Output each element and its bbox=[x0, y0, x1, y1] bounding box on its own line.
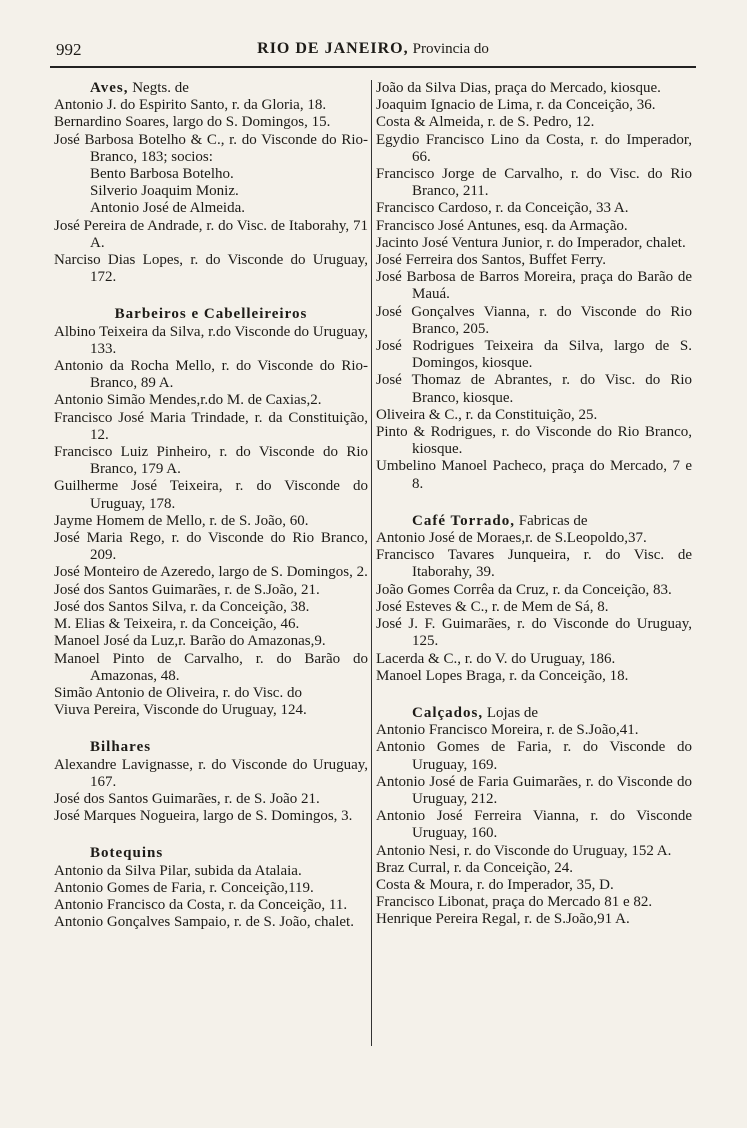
directory-entry: Costa & Almeida, r. de S. Pedro, 12. bbox=[376, 114, 595, 131]
directory-entry: Joaquim Ignacio de Lima, r. da Conceição, 36. bbox=[376, 97, 656, 114]
directory-entry: Antonio José de Moraes,r. de S.Leopoldo,37. bbox=[376, 530, 647, 547]
directory-entry: Antonio Gomes de Faria, r. Conceição,119. bbox=[54, 879, 314, 896]
directory-entry: José Maria Rego, r. do Visconde do Rio Branco, 209. bbox=[54, 530, 368, 564]
directory-entry: Antonio Francisco Moreira, r. de S.João,41. bbox=[376, 722, 639, 739]
directory-entry: João da Silva Dias, praça do Mercado, kiosque. bbox=[376, 80, 661, 96]
directory-entry: Francisco Jorge de Carvalho, r. do Visc. do Rio Branco, 211. bbox=[376, 166, 692, 200]
directory-entry: Antonio Francisco da Costa, r. da Conceição, 11. bbox=[54, 896, 348, 913]
partner-name: Antonio José de Almeida. bbox=[90, 200, 245, 217]
directory-entry: Francisco Libonat, praça do Mercado 81 e 82. bbox=[376, 894, 653, 911]
directory-entry: José J. F. Guimarães, r. do Visconde do Uruguay, 125. bbox=[376, 616, 692, 650]
directory-entry: José Ferreira dos Santos, Buffet Ferry. bbox=[376, 252, 606, 269]
directory-entry: Antonio José Ferreira Vianna, r. do Visconde Uruguay, 160. bbox=[376, 808, 692, 842]
page-header bbox=[50, 40, 696, 62]
directory-entry: Pinto & Rodrigues, r. do Visconde do Rio Branco, kiosque. bbox=[376, 424, 692, 458]
directory-entry: M. Elias & Teixeira, r. da Conceição, 46. bbox=[54, 616, 300, 633]
directory-entry: Lacerda & C., r. do V. do Uruguay, 186. bbox=[376, 650, 616, 667]
directory-entry: Francisco Luiz Pinheiro, r. do Visconde do Rio Branco, 179 A. bbox=[54, 444, 368, 478]
directory-entry: Francisco Tavares Junqueira, r. do Visc. de Itaborahy, 39. bbox=[376, 547, 692, 581]
left-column bbox=[54, 80, 368, 931]
section-heading-aves bbox=[54, 80, 368, 97]
section-heading-bilhares bbox=[54, 739, 368, 756]
directory-entry: José Gonçalves Vianna, r. do Visconde do Rio Branco, 205. bbox=[376, 303, 692, 337]
directory-entry: Alexandre Lavignasse, r. do Visconde do Uruguay, 167. bbox=[54, 756, 368, 790]
section-subtitle: Fabricas de bbox=[518, 512, 588, 529]
directory-entry: Antonio Gonçalves Sampaio, r. de S. João, chalet. bbox=[54, 914, 354, 931]
directory-entry: Manoel Pinto de Carvalho, r. do Barão do Amazonas, 48. bbox=[54, 650, 368, 684]
directory-entry: Antonio Gomes de Faria, r. do Visconde do Uruguay, 169. bbox=[376, 739, 692, 773]
directory-entry: José Monteiro de Azeredo, largo de S. Domingos, 2. bbox=[54, 564, 368, 581]
directory-entry: Umbelino Manoel Pacheco, praça do Mercado, 7 e 8. bbox=[376, 458, 692, 492]
directory-entry: Narciso Dias Lopes, r. do Visconde do Uruguay, 172. bbox=[54, 252, 368, 286]
section-heading-cafe bbox=[376, 513, 692, 530]
directory-entry: Manoel Lopes Braga, r. da Conceição, 18. bbox=[376, 667, 629, 684]
directory-entry: José Barbosa Botelho & C., r. do Visconde do Rio-Branco, 183; socios: bbox=[54, 131, 368, 165]
section-title: Café Torrado, bbox=[412, 512, 515, 529]
directory-entry: José dos Santos Guimarães, r. de S.João, 21. bbox=[54, 581, 320, 598]
section-title: Bilhares bbox=[90, 739, 152, 756]
running-title bbox=[50, 40, 696, 58]
section-heading-barbeiros bbox=[54, 306, 368, 323]
directory-entry: Francisco José Antunes, esq. da Armação. bbox=[376, 217, 628, 234]
directory-entry: João Gomes Corrêa da Cruz, r. da Conceição, 83. bbox=[376, 581, 672, 598]
partner-name: Bento Barbosa Botelho. bbox=[90, 166, 234, 183]
directory-entry: Bernardino Soares, largo do S. Domingos, 15. bbox=[54, 114, 331, 131]
section-title: Calçados, bbox=[412, 704, 484, 721]
directory-entry: Antonio José de Faria Guimarães, r. do Visconde do Uruguay, 212. bbox=[376, 773, 692, 807]
directory-entry: José Marques Nogueira, largo de S. Domingos, 3. bbox=[54, 808, 353, 825]
directory-entry: Braz Curral, r. da Conceição, 24. bbox=[376, 859, 574, 876]
directory-entry: Francisco Cardoso, r. da Conceição, 33 A. bbox=[376, 200, 629, 217]
column-divider bbox=[371, 80, 372, 1046]
directory-entry: Oliveira & C., r. da Constituição, 25. bbox=[376, 406, 598, 423]
partner-name: Silverio Joaquim Moniz. bbox=[90, 183, 239, 200]
right-column bbox=[376, 80, 692, 929]
directory-entry: Manoel José da Luz,r. Barão do Amazonas,9. bbox=[54, 633, 326, 650]
directory-entry: Antonio Simão Mendes,r.do M. de Caxias,2. bbox=[54, 392, 322, 409]
section-subtitle: Lojas de bbox=[486, 704, 539, 721]
directory-entry: Simão Antonio de Oliveira, r. do Visc. do bbox=[54, 684, 302, 701]
directory-entry: José Rodrigues Teixeira da Silva, largo de S. Domingos, kiosque. bbox=[376, 338, 692, 372]
header-rule bbox=[50, 66, 696, 68]
section-title: Barbeiros e Cabelleireiros bbox=[114, 306, 308, 323]
directory-entry: Guilherme José Teixeira, r. do Visconde do Uruguay, 178. bbox=[54, 478, 368, 512]
directory-entry: José Esteves & C., r. de Mem de Sá, 8. bbox=[376, 598, 609, 615]
directory-entry: Antonio Nesi, r. do Visconde do Uruguay, 152 A. bbox=[376, 842, 672, 859]
running-title-province: Provincia do bbox=[412, 41, 489, 57]
directory-entry: Jayme Homem de Mello, r. de S. João, 60. bbox=[54, 512, 309, 529]
section-subtitle: Negts. de bbox=[132, 80, 189, 96]
directory-entry: José dos Santos Guimarães, r. de S. João 21. bbox=[54, 790, 320, 807]
section-title: Aves, bbox=[90, 80, 129, 96]
directory-entry: Viuva Pereira, Visconde do Uruguay, 124. bbox=[54, 702, 307, 719]
directory-entry: Costa & Moura, r. do Imperador, 35, D. bbox=[376, 876, 614, 893]
directory-entry: Egydio Francisco Lino da Costa, r. do Imperador, 66. bbox=[376, 131, 692, 165]
directory-entry: José Barbosa de Barros Moreira, praça do Barão de Mauá. bbox=[376, 269, 692, 303]
directory-entry: Henrique Pereira Regal, r. de S.João,91 A. bbox=[376, 911, 630, 928]
section-heading-calcados bbox=[376, 705, 692, 722]
directory-entry: Jacinto José Ventura Junior, r. do Imperador, chalet. bbox=[376, 234, 686, 251]
running-title-city: RIO DE JANEIRO, bbox=[257, 40, 409, 57]
section-heading-botequins bbox=[54, 845, 368, 862]
directory-entry: Antonio da Silva Pilar, subida da Atalaia. bbox=[54, 862, 302, 879]
directory-entry: Albino Teixeira da Silva, r.do Visconde do Uruguay, 133. bbox=[54, 323, 368, 357]
directory-entry: José dos Santos Silva, r. da Conceição, 38. bbox=[54, 598, 310, 615]
directory-entry: Francisco José Maria Trindade, r. da Constituição, 12. bbox=[54, 409, 368, 443]
directory-entry: Antonio da Rocha Mello, r. do Visconde do Rio-Branco, 89 A. bbox=[54, 358, 368, 392]
directory-entry: Antonio J. do Espirito Santo, r. da Gloria, 18. bbox=[54, 97, 327, 114]
directory-entry: José Pereira de Andrade, r. do Visc. de Itaborahy, 71 A. bbox=[54, 217, 368, 251]
section-title: Botequins bbox=[90, 845, 164, 862]
page-number: 992 bbox=[56, 40, 82, 59]
directory-entry: José Thomaz de Abrantes, r. do Visc. do Rio Branco, kiosque. bbox=[376, 372, 692, 406]
